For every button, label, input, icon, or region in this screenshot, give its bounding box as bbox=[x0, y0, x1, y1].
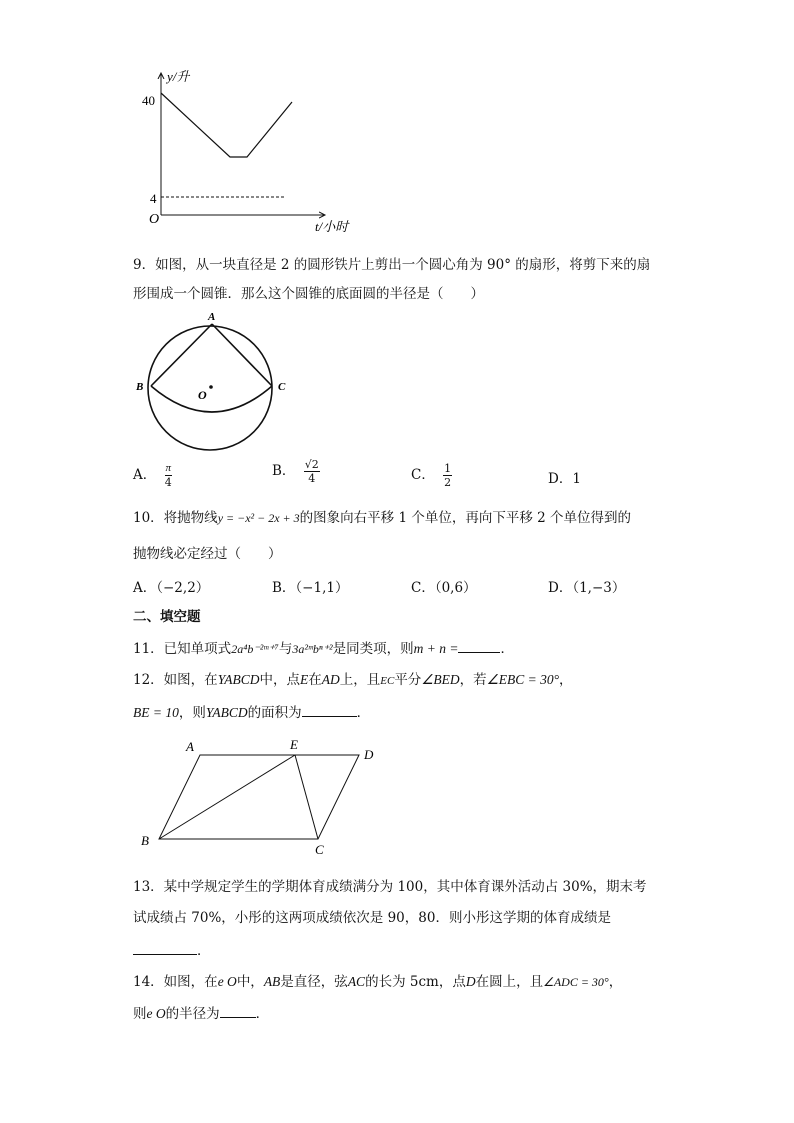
q12-label-A: A bbox=[186, 739, 194, 754]
q13-text-line2: 试成绩占 70%，小彤的这两项成绩依次是 90，80．则小彤这学期的体育成绩是 bbox=[133, 910, 611, 926]
q9-option-c[interactable]: C． $\frac{1}{2}$ bbox=[411, 462, 452, 489]
q14-answer-blank[interactable] bbox=[220, 1003, 256, 1018]
q9-label-B: B bbox=[136, 381, 144, 393]
q9-label-A: A bbox=[208, 311, 216, 323]
q13-text-line1: 13．某中学规定学生的学期体育成绩满分为 100，其中体育课外活动占 30%，期末考 bbox=[133, 879, 647, 895]
q10-option-c[interactable]: C．（0,6） bbox=[411, 580, 477, 596]
section-heading-fill-in: 二、填空题 bbox=[133, 609, 201, 625]
y-axis-label: y/升 bbox=[167, 69, 190, 84]
origin-label: O bbox=[149, 212, 160, 227]
graph-line bbox=[161, 93, 292, 157]
tick-40: 40 bbox=[142, 93, 155, 108]
q9-text-line1: 9．如图，从一块直径是 2 的圆形铁片上剪出一个圆心角为 90° 的扇形，将剪下来的扇 bbox=[133, 257, 651, 273]
q10-option-a[interactable]: A．（−2,2） bbox=[133, 580, 210, 596]
q11-monomial-1: 2a⁴b⁻²ᵐ⁺⁷ bbox=[231, 642, 279, 656]
q9-center-dot bbox=[209, 385, 213, 389]
q11-answer-blank[interactable] bbox=[458, 638, 500, 653]
q12-segment-EC bbox=[295, 755, 318, 839]
q12-parallelogram-figure bbox=[135, 735, 385, 860]
q10-text-line2: 抛物线必定经过（ ） bbox=[133, 546, 282, 562]
q12-text-line2: BE = 10，则YABCD的面积为 ． bbox=[133, 702, 370, 723]
q10-text-line1: 10．将抛物线y = −x² − 2x + 3的图象向右平移 1 个单位，再向下平移 2 个单位得到的 bbox=[133, 510, 631, 526]
q9-label-C: C bbox=[278, 381, 286, 393]
q14-text-line2: 则e O的半径为 ． bbox=[133, 1003, 269, 1024]
q14-text-line1: 14．如图，在e O中，AB是直径，弦AC的长为 5cm，点D在圆上，且∠ADC = 30°， bbox=[133, 974, 623, 990]
q9-option-a[interactable]: A． $\frac{\pi}{4}$ bbox=[133, 462, 172, 489]
q11-text: 11．已知单项式2a⁴b⁻²ᵐ⁺⁷与3a²ᵐbⁿ⁺²是同类项，则m + n = ． bbox=[133, 638, 514, 659]
q9-arc-BC bbox=[151, 386, 272, 412]
q10-option-d[interactable]: D．（1,−3） bbox=[548, 580, 626, 596]
tick-4: 4 bbox=[150, 191, 157, 206]
q9-option-b[interactable]: B． $\frac{√2}{4}$ bbox=[272, 458, 319, 485]
q10-option-b[interactable]: B．（−1,1） bbox=[272, 580, 349, 596]
q12-parallelogram bbox=[159, 755, 359, 839]
q12-label-D: D bbox=[364, 747, 374, 762]
water-level-graph bbox=[130, 65, 370, 240]
q9-option-d[interactable]: D．1 bbox=[548, 471, 581, 487]
q13-text-line3: ． bbox=[133, 940, 211, 961]
q12-answer-blank[interactable] bbox=[302, 702, 357, 717]
q9-sector-figure bbox=[130, 310, 300, 460]
q13-answer-blank[interactable] bbox=[133, 940, 197, 955]
q10-formula: y = −x² − 2x + 3 bbox=[217, 511, 300, 525]
q9-label-O: O bbox=[198, 388, 207, 402]
x-axis-label: t/小时 bbox=[315, 219, 349, 234]
q12-label-C: C bbox=[315, 842, 324, 857]
q12-text-line1: 12．如图，在YABCD中，点E在AD上，且EC平分∠BED，若∠EBC = 30°， bbox=[133, 672, 573, 688]
q12-label-B: B bbox=[141, 833, 149, 848]
q11-monomial-2: 3a²ᵐbⁿ⁺² bbox=[292, 642, 333, 656]
q9-text-line2: 形围成一个圆锥．那么这个圆锥的底面圆的半径是（ ） bbox=[133, 286, 484, 302]
q12-label-E: E bbox=[290, 737, 298, 752]
